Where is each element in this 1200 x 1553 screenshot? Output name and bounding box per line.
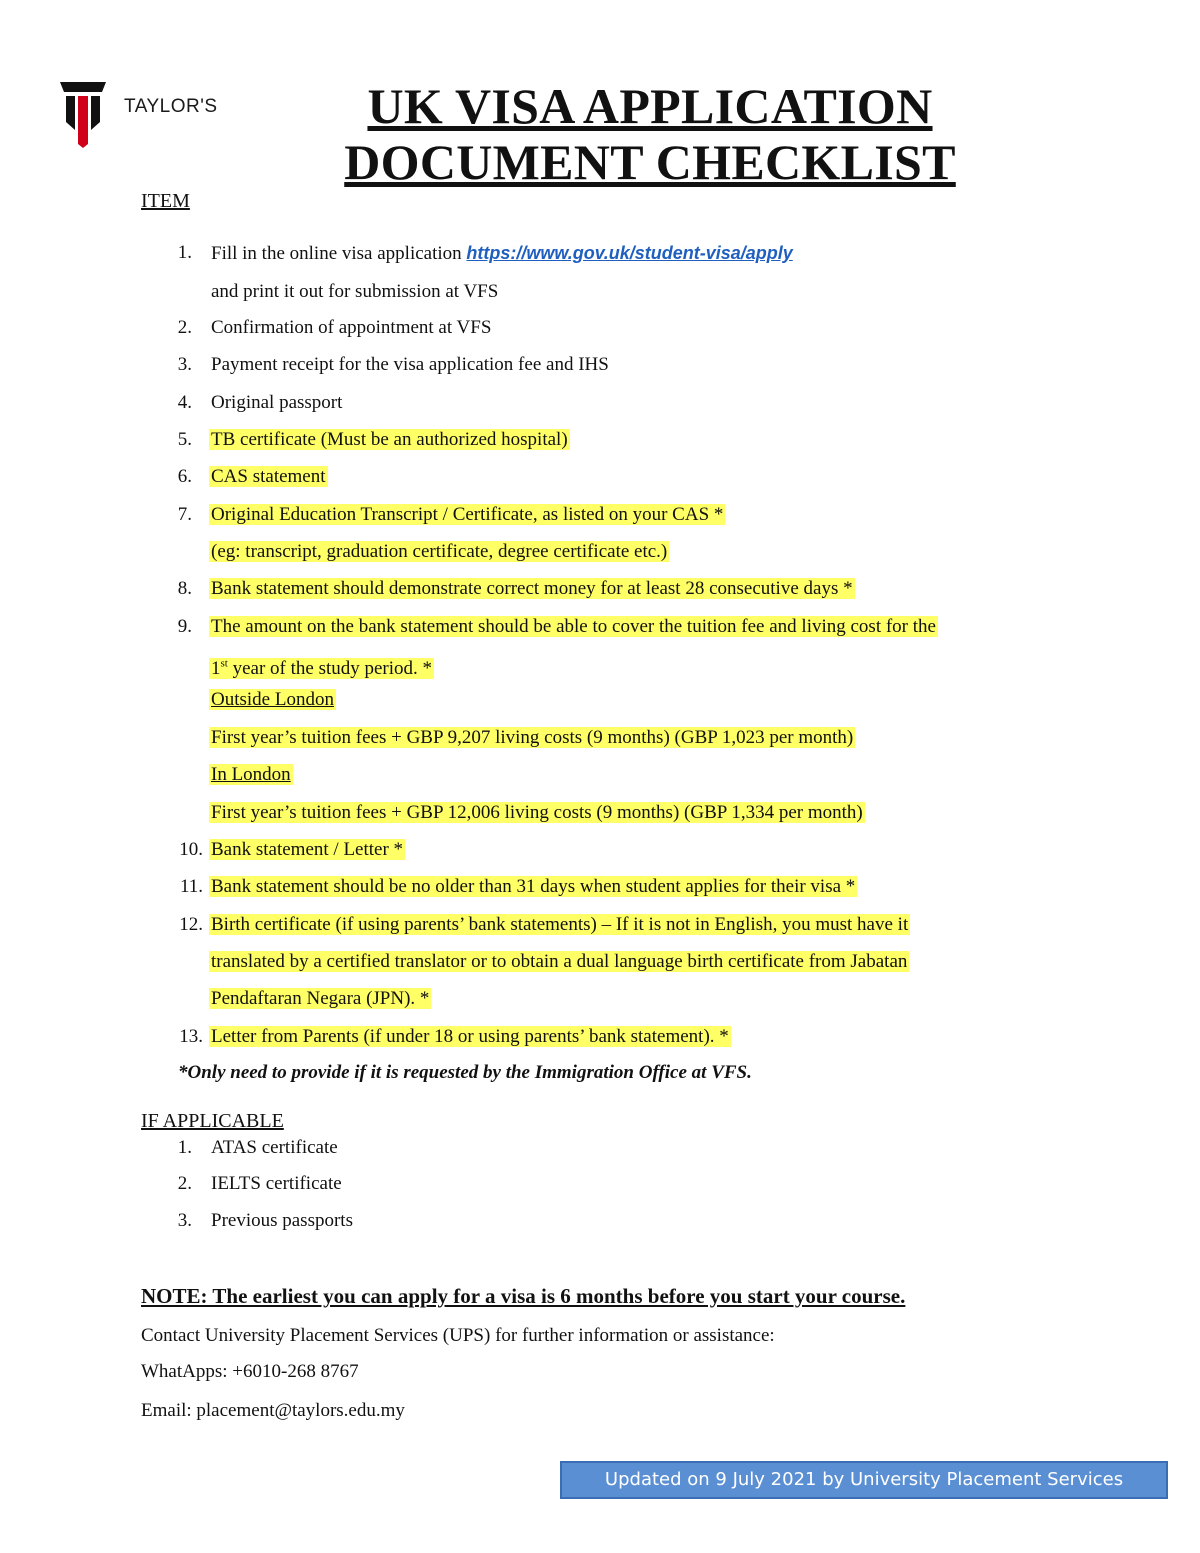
list-item: Original passport bbox=[211, 392, 343, 413]
list-item-number: 9. bbox=[177, 616, 192, 637]
highlighted-text: CAS statement bbox=[211, 466, 326, 487]
list-item-number: 12. bbox=[179, 914, 203, 935]
highlighted-text: Original Education Transcript / Certificate, as listed on your CAS * bbox=[211, 504, 724, 525]
highlighted-text: TB certificate (Must be an authorized hospital) bbox=[211, 429, 568, 450]
highlighted-text: Bank statement should demonstrate correct money for at least 28 consecutive days * bbox=[211, 578, 853, 599]
in-london-costs: First year’s tuition fees + GBP 12,006 living costs (9 months) (GBP 1,334 per month) bbox=[211, 802, 863, 823]
list-item bbox=[209, 1025, 731, 1049]
contact-whatsapp: WhatApps: +6010-268 8767 bbox=[141, 1361, 359, 1382]
in-london-heading: In London bbox=[211, 764, 291, 785]
list-item: Confirmation of appointment at VFS bbox=[211, 317, 492, 338]
item-heading: ITEM bbox=[141, 190, 190, 212]
list-item-number: 13. bbox=[179, 1026, 203, 1047]
list-item-number: 5. bbox=[177, 429, 192, 450]
list-item-continuation bbox=[209, 652, 434, 681]
highlighted-text: Pendaftaran Negara (JPN). * bbox=[211, 988, 430, 1009]
list-item bbox=[209, 428, 570, 452]
outside-london-costs: First year’s tuition fees + GBP 9,207 living costs (9 months) (GBP 1,023 per month) bbox=[211, 727, 854, 748]
list-item-number: 3. bbox=[177, 354, 192, 375]
contact-email: Email: placement@taylors.edu.my bbox=[141, 1400, 405, 1421]
list-item-continuation: and print it out for submission at VFS bbox=[211, 281, 499, 302]
list-item-continuation bbox=[209, 540, 669, 564]
list-item-number: 1. bbox=[177, 242, 192, 263]
list-item-number: 8. bbox=[177, 578, 192, 599]
list-item bbox=[209, 875, 857, 899]
list-item-continuation bbox=[209, 987, 431, 1011]
page-title-line-1: UK VISA APPLICATION bbox=[367, 78, 933, 134]
list-item-number: 10. bbox=[179, 839, 203, 860]
list-item bbox=[209, 577, 855, 601]
list-item-number: 7. bbox=[177, 504, 192, 525]
list-item-continuation bbox=[209, 950, 909, 974]
list-item-text: Fill in the online visa application bbox=[211, 243, 467, 264]
list-item bbox=[209, 913, 910, 937]
highlighted-text: translated by a certified translator or to obtain a dual language birth certificate from Jabatan bbox=[211, 951, 908, 972]
list-item bbox=[209, 615, 938, 639]
note: NOTE: The earliest you can apply for a visa is 6 months before you start your course. bbox=[141, 1284, 906, 1308]
highlighted-text: Bank statement should be no older than 31 days when student applies for their visa * bbox=[211, 876, 856, 897]
updated-banner: Updated on 9 July 2021 by University Placement Services bbox=[560, 1461, 1168, 1499]
list-item bbox=[209, 838, 405, 862]
page-title-line-2: DOCUMENT CHECKLIST bbox=[344, 134, 956, 190]
year-number: 1 bbox=[211, 658, 221, 680]
list-item-number: 2. bbox=[177, 317, 192, 338]
list-item-number: 2. bbox=[177, 1173, 192, 1194]
list-item bbox=[209, 465, 328, 489]
visa-apply-link[interactable]: https://www.gov.uk/student-visa/apply bbox=[466, 243, 793, 263]
list-item: ATAS certificate bbox=[211, 1137, 338, 1158]
highlighted-text: Bank statement / Letter * bbox=[211, 839, 404, 860]
list-item: Previous passports bbox=[211, 1210, 353, 1231]
list-item-number: 1. bbox=[177, 1137, 192, 1158]
highlighted-text: Letter from Parents (if under 18 or using parents’ bank statement). * bbox=[211, 1026, 729, 1047]
taylors-crest-icon bbox=[58, 78, 108, 148]
highlighted-text: The amount on the bank statement should be able to cover the tuition fee and living cost for the bbox=[211, 616, 936, 637]
taylors-logo bbox=[58, 78, 228, 150]
year-text: year of the study period. * bbox=[227, 658, 433, 680]
if-applicable-heading: IF APPLICABLE bbox=[141, 1110, 284, 1132]
outside-london-heading: Outside London bbox=[211, 689, 334, 710]
ordinal-suffix: st bbox=[220, 658, 228, 670]
list-item-number: 6. bbox=[177, 466, 192, 487]
highlighted-text: Birth certificate (if using parents’ bank statements) – If it is not in English, you must have it bbox=[211, 914, 909, 935]
list-item: IELTS certificate bbox=[211, 1173, 342, 1194]
contact-intro: Contact University Placement Services (UPS) for further information or assistance: bbox=[141, 1325, 775, 1346]
list-item-number: 4. bbox=[177, 392, 192, 413]
list-item: Payment receipt for the visa application fee and IHS bbox=[211, 354, 609, 375]
brand-name: TAYLOR'S bbox=[124, 96, 218, 117]
list-item-number: 3. bbox=[177, 1210, 192, 1231]
highlighted-text: (eg: transcript, graduation certificate, degree certificate etc.) bbox=[211, 541, 668, 562]
footnote: *Only need to provide if it is requested by the Immigration Office at VFS. bbox=[178, 1062, 752, 1083]
list-item bbox=[211, 241, 793, 266]
list-item bbox=[209, 503, 725, 527]
list-item-number: 11. bbox=[179, 876, 203, 897]
